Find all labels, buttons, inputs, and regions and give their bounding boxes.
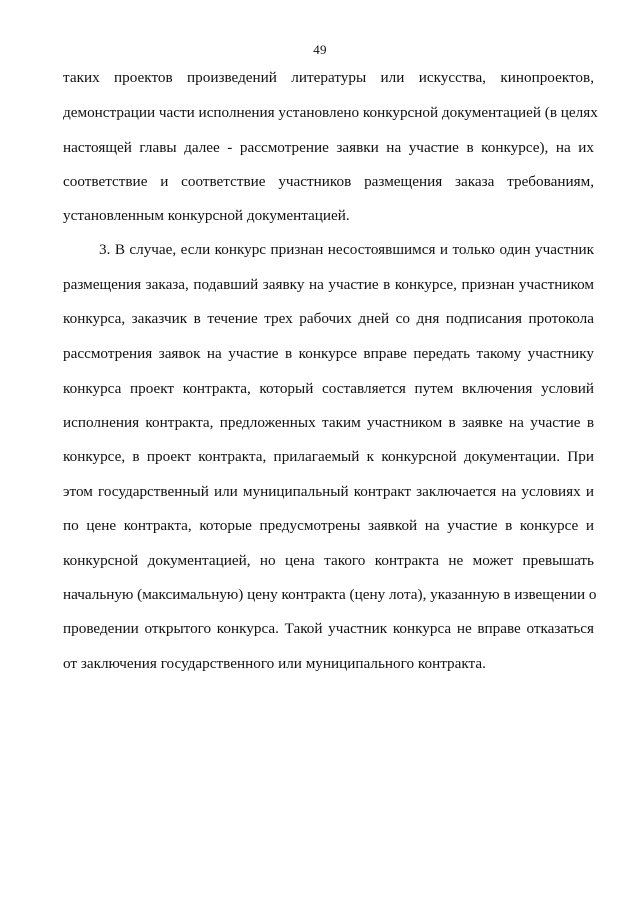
paragraph-2-line: конкурса, заказчик в течение трех рабочих дней со дня подписания протокола	[63, 310, 594, 327]
paragraph-2-line: этом государственный или муниципальный контракт заключается на условиях и	[63, 483, 594, 500]
paragraph-2-line: исполнения контракта, предложенных таким участником в заявке на участие в	[63, 414, 594, 431]
paragraph-2-line: 3. В случае, если конкурс признан несостоявшимся и только один участник	[99, 241, 594, 258]
paragraph-2-line: проведении открытого конкурса. Такой участник конкурса не вправе отказаться	[63, 620, 594, 637]
paragraph-2-line: конкурса проект контракта, который составляется путем включения условий	[63, 380, 594, 397]
paragraph-1-line: таких проектов произведений литературы или искусства, кинопроектов,	[63, 69, 594, 86]
paragraph-2-line: размещения заказа, подавший заявку на участие в конкурсе, признан участником	[63, 276, 594, 293]
paragraph-1-line: настоящей главы далее - рассмотрение заявки на участие в конкурсе), на их	[63, 139, 594, 156]
paragraph-1-line: установленным конкурсной документацией.	[63, 207, 350, 224]
paragraph-2-line: рассмотрения заявок на участие в конкурсе вправе передать такому участнику	[63, 345, 594, 362]
paragraph-1-line: демонстрации части исполнения установлено конкурсной документацией (в целях	[63, 104, 598, 121]
paragraph-1-line: соответствие и соответствие участников размещения заказа требованиям,	[63, 173, 594, 190]
paragraph-2-line: конкурсе, в проект контракта, прилагаемый к конкурсной документации. При	[63, 448, 594, 465]
paragraph-2-line: конкурсной документацией, но цена такого контракта не может превышать	[63, 552, 594, 569]
paragraph-2-line: по цене контракта, которые предусмотрены заявкой на участие в конкурсе и	[63, 517, 594, 534]
paragraph-2-line: начальную (максимальную) цену контракта (цену лота), указанную в извещении о	[63, 586, 597, 603]
page-number: 49	[313, 42, 327, 57]
paragraph-2-line: от заключения государственного или муниципального контракта.	[63, 655, 486, 672]
